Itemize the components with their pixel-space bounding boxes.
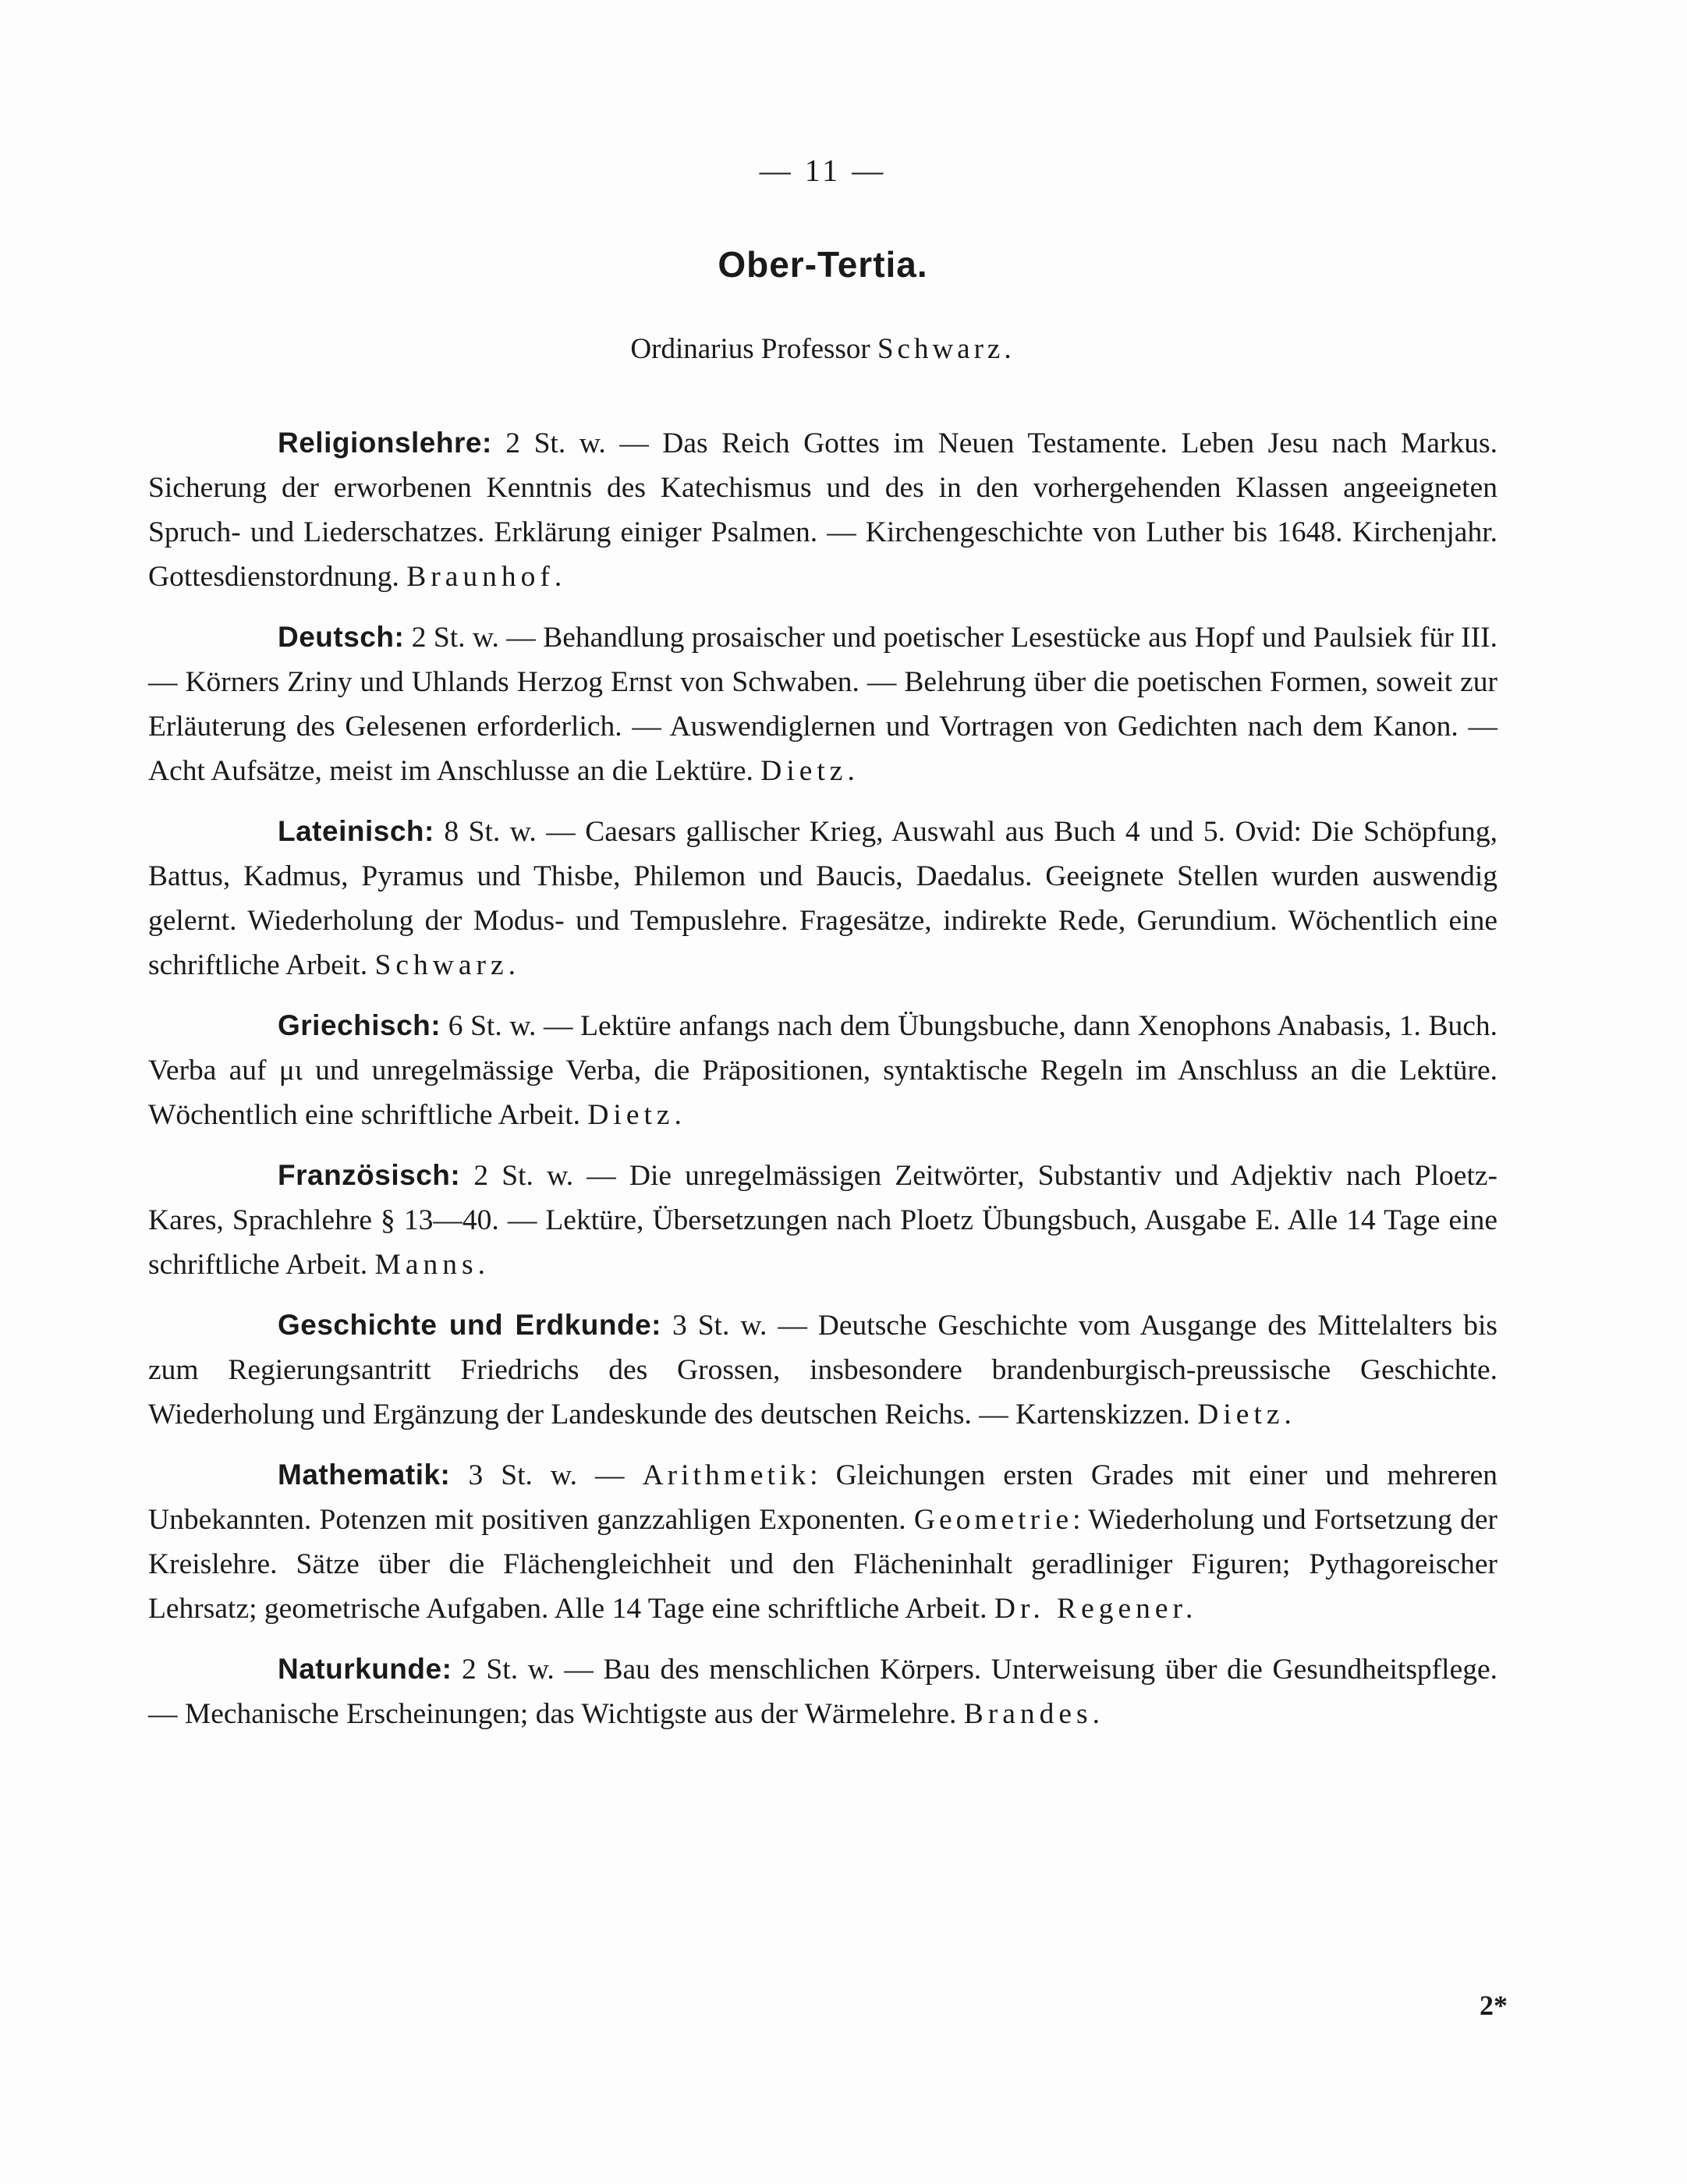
ordinarius-name: Schwarz. bbox=[877, 333, 1015, 365]
section-text: : Wiederholung und Fortsetzung der Kreislehre. Sätze über die Flächengleichheit und den Flächeninhalt geradliniger Figuren; Pythagoreischer Lehrsatz; geometrische Aufgaben. Alle 14 Tage eine schriftliche Arbeit. bbox=[148, 1504, 1497, 1625]
section-text: 3 St. w. — Deutsche Geschichte vom Ausgange des Mittelalters bis zum Regierungsantritt Friedrichs des Grossen, insbesondere brandenburgisch-preussische Geschichte. Wiederholung und Ergänzung der Landeskunde des deutschen Reichs. — Kartenskizzen. bbox=[148, 1310, 1497, 1431]
subject-heading: Deutsch: bbox=[278, 621, 405, 653]
ordinarius-line bbox=[148, 332, 1497, 366]
document-page bbox=[148, 152, 1497, 1752]
subject-heading: Griechisch: bbox=[278, 1009, 441, 1041]
teacher-name: Brandes. bbox=[963, 1698, 1104, 1730]
teacher-name: Dietz. bbox=[1197, 1399, 1296, 1431]
subtopic-geometrie: Geometrie bbox=[913, 1504, 1073, 1536]
section-text: 3 St. w. — bbox=[450, 1459, 643, 1491]
section-franzoesisch bbox=[148, 1153, 1497, 1287]
teacher-name: Dietz. bbox=[587, 1099, 686, 1131]
section-lateinisch bbox=[148, 809, 1497, 987]
section-deutsch bbox=[148, 615, 1497, 793]
signature-mark: 2* bbox=[1480, 1990, 1508, 2021]
section-griechisch bbox=[148, 1003, 1497, 1137]
section-geschichte-erdkunde bbox=[148, 1303, 1497, 1437]
teacher-name: Dietz. bbox=[760, 755, 859, 787]
class-title: Ober-Tertia. bbox=[718, 244, 928, 285]
section-naturkunde bbox=[148, 1647, 1497, 1736]
subject-heading: Französisch: bbox=[278, 1159, 461, 1191]
section-text: 2 St. w. — Behandlung prosaischer und poetischer Lesestücke aus Hopf und Paulsiek für III. — Körners Zriny und Uhlands Herzog Ernst von Schwaben. — Belehrung über die poetischen Formen, soweit zur Erläuterung des Gelesenen erforderlich. — Auswendiglernen und Vortragen von Gedichten nach dem Kanon. — Acht Aufsätze, meist im Anschlusse an die Lektüre. bbox=[148, 622, 1497, 787]
section-text: 2 St. w. — Das Reich Gottes im Neuen Testamente. Leben Jesu nach Markus. Sicherung der erworbenen Kenntnis des Katechismus und des in den vorhergehenden Klassen angeeigneten Spruch- und Liederschatzes. Erklärung einiger Psalmen. — Kirchengeschichte von Luther bis 1648. Kirchenjahr. Gottesdienstordnung. bbox=[148, 427, 1497, 593]
subject-heading: Religionslehre: bbox=[278, 427, 492, 459]
subject-heading: Geschichte und Erdkunde: bbox=[278, 1309, 661, 1341]
ordinarius-prefix: Ordinarius Professor bbox=[630, 333, 870, 365]
page-number: — 11 — bbox=[759, 153, 887, 188]
teacher-name: Manns. bbox=[374, 1249, 491, 1281]
subject-heading: Mathematik: bbox=[278, 1459, 451, 1491]
teacher-name: Dr. Regener. bbox=[994, 1593, 1198, 1625]
section-religionslehre bbox=[148, 420, 1497, 599]
subtopic-arithmetik: Arithmetik bbox=[642, 1459, 810, 1491]
section-mathematik bbox=[148, 1452, 1497, 1631]
section-text: : Gleichungen ersten Grades mit einer und mehreren Unbekannten. Potenzen mit positiven ganzzahligen Exponenten. bbox=[148, 1459, 1498, 1536]
section-text: 2 St. w. — Die unregelmässigen Zeitwörter, Substantiv und Adjektiv nach Ploetz-Kares, Sprachlehre § 13—40. — Lektüre, Übersetzungen nach Ploetz Übungsbuch, Ausgabe E. Alle 14 Tage eine schriftliche Arbeit. bbox=[148, 1160, 1497, 1281]
section-text: 8 St. w. — Caesars gallischer Krieg, Auswahl aus Buch 4 und 5. Ovid: Die Schöpfung, Battus, Kadmus, Pyramus und Thisbe, Philemon und Baucis, Daedalus. Geeignete Stellen wurden auswendig gelernt. Wiederholung der Modus- und Tempuslehre. Fragesätze, indirekte Rede, Gerundium. Wöchentlich eine schriftliche Arbeit. bbox=[148, 816, 1497, 981]
section-text: 6 St. w. — Lektüre anfangs nach dem Übungsbuche, dann Xenophons Anabasis, 1. Buch. Verba auf μι und unregelmässige Verba, die Präpositionen, syntaktische Regeln im Anschluss an die Lektüre. Wöchentlich eine schriftliche Arbeit. bbox=[148, 1010, 1497, 1131]
subject-heading: Lateinisch: bbox=[278, 815, 434, 847]
section-text: 2 St. w. — Bau des menschlichen Körpers. Unterweisung über die Gesundheitspflege. — Mechanische Erscheinungen; das Wichtigste aus der Wärmelehre. bbox=[148, 1654, 1497, 1730]
teacher-name: Braunhof. bbox=[406, 561, 567, 593]
subject-heading: Naturkunde: bbox=[278, 1653, 452, 1685]
teacher-name: Schwarz. bbox=[374, 949, 521, 981]
